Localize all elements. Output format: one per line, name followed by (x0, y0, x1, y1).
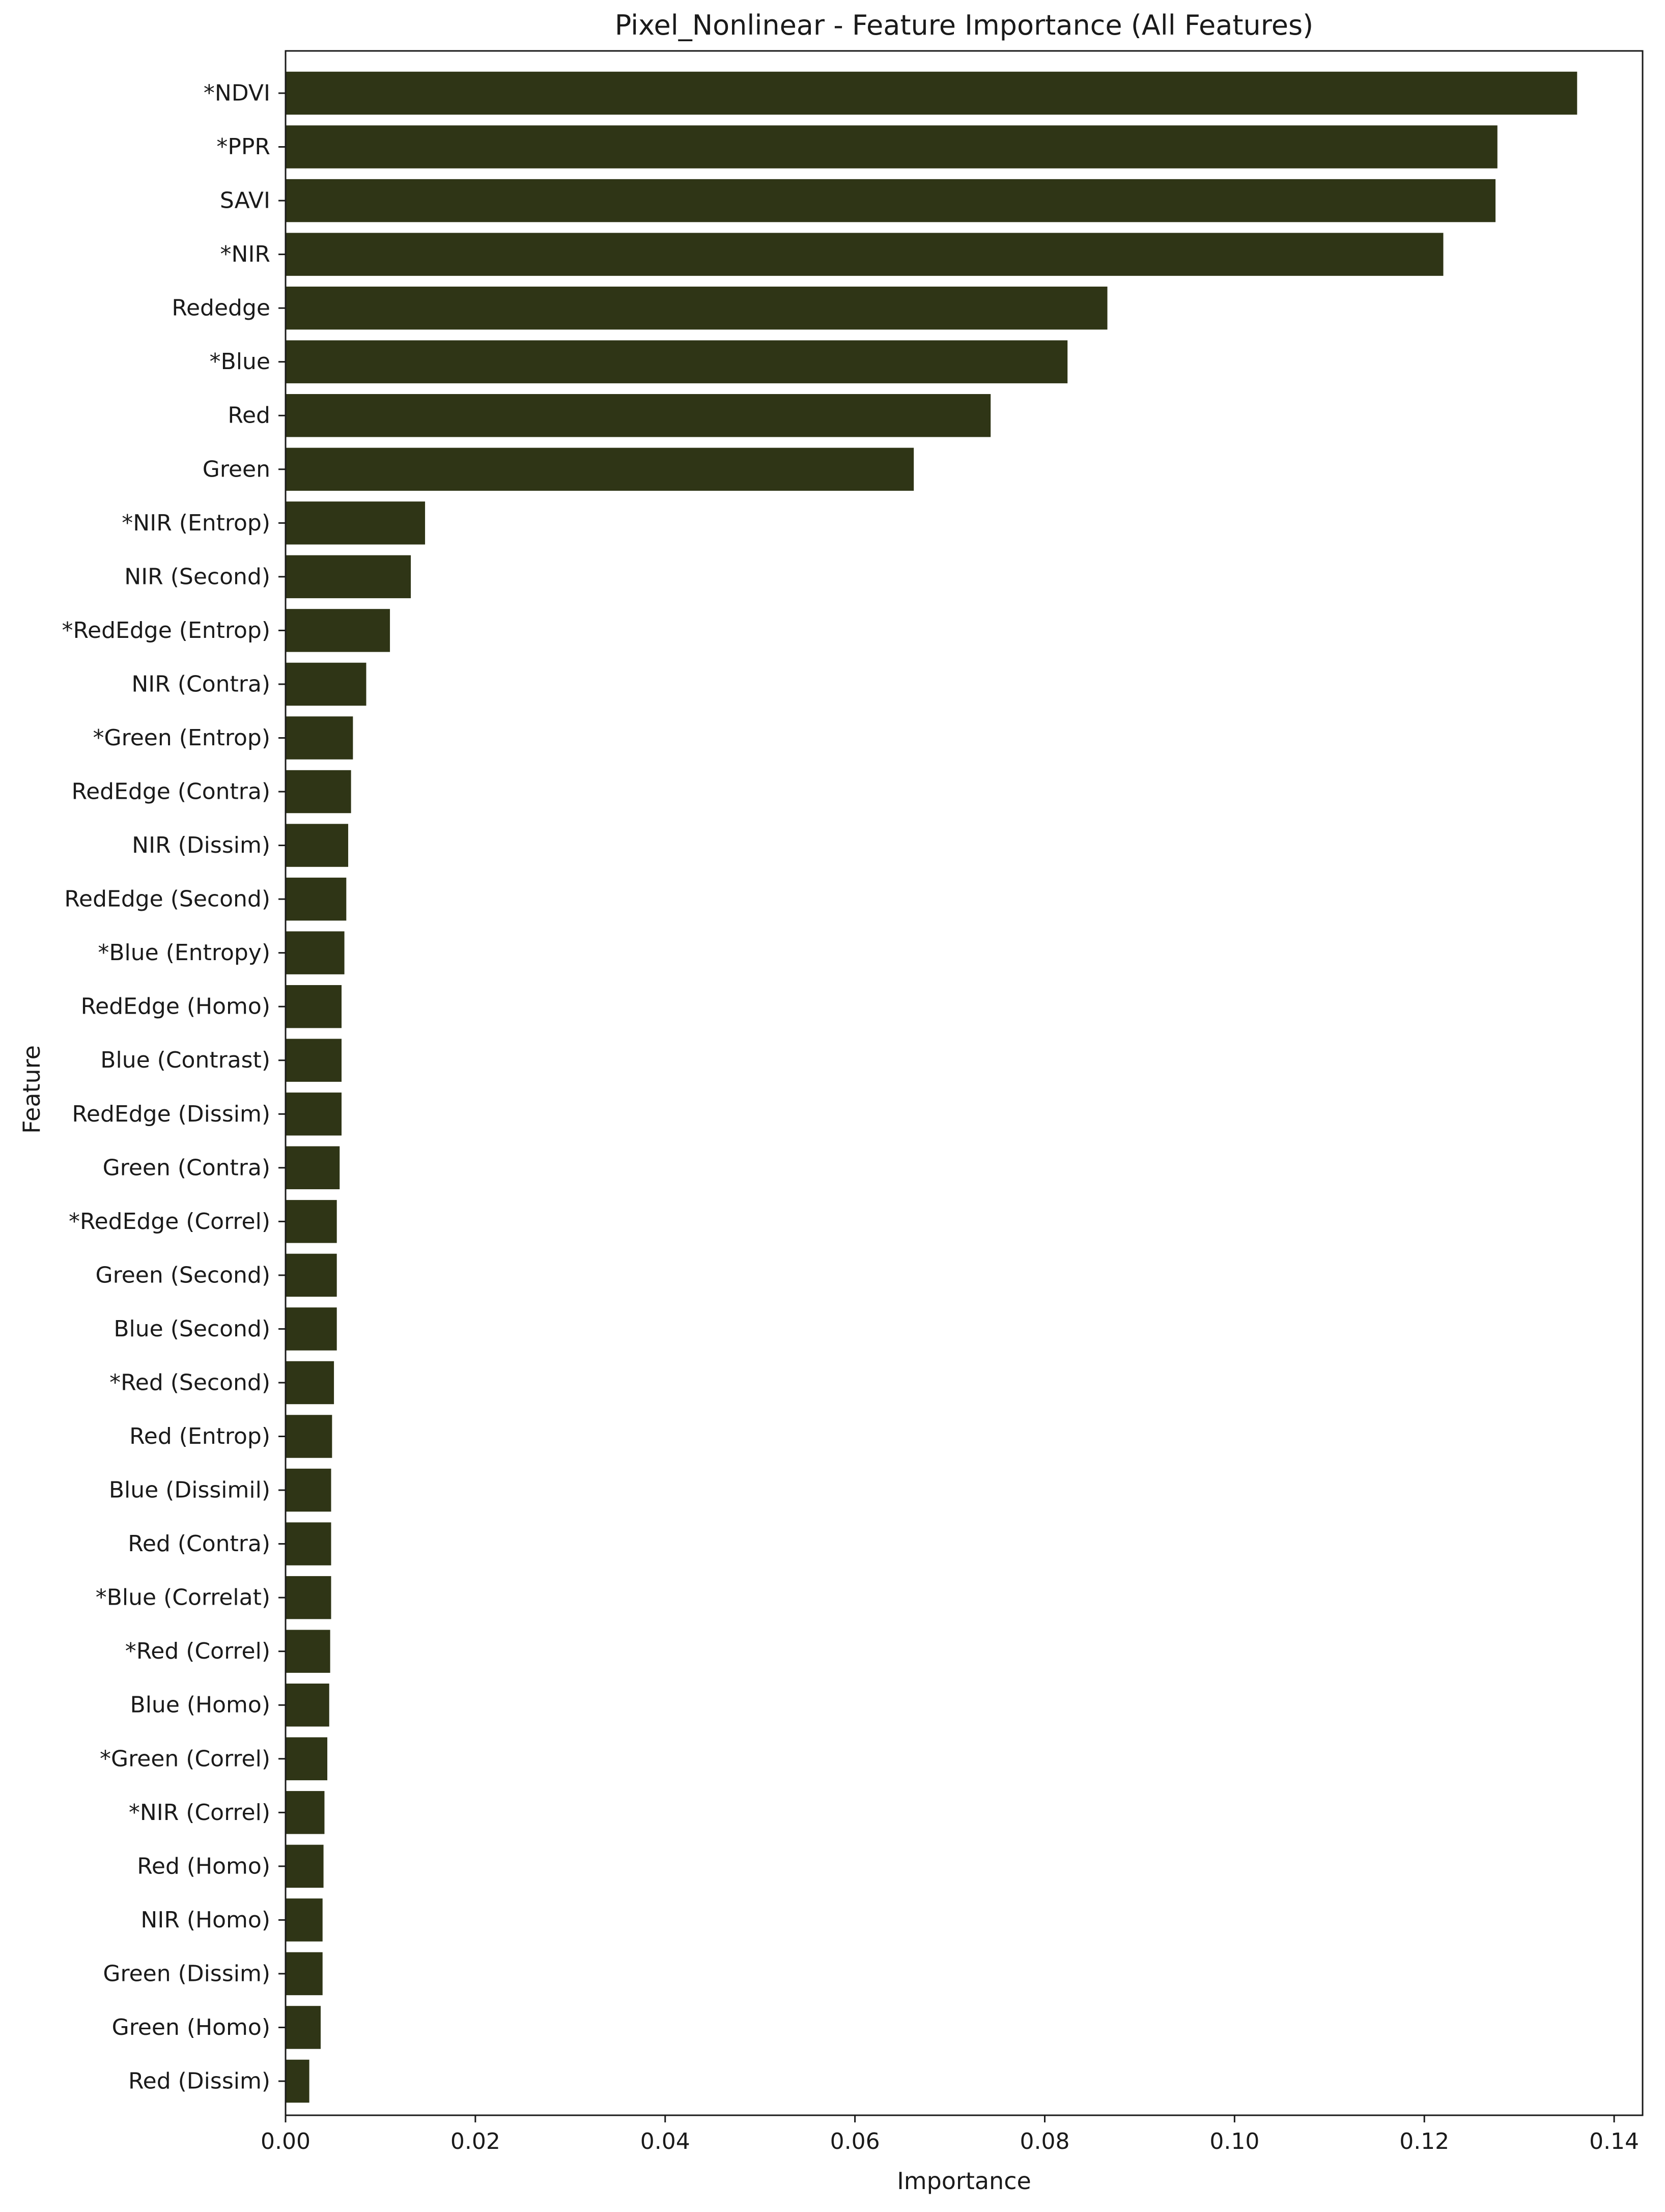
bar (286, 1307, 337, 1350)
y-tick-label: NIR (Second) (124, 564, 270, 590)
x-tick-label: 0.02 (450, 2129, 500, 2154)
bar (286, 1146, 340, 1189)
y-tick-label: Green (Dissim) (103, 1961, 270, 1987)
y-tick-label: Red (Dissim) (128, 2068, 270, 2094)
y-tick-label: NIR (Contra) (131, 671, 270, 697)
y-tick-label: *Green (Entrop) (93, 724, 270, 751)
bar (286, 2060, 309, 2103)
y-tick-label: Green (Second) (95, 1262, 270, 1289)
y-tick-label: *PPR (216, 134, 270, 160)
bar (286, 1093, 342, 1135)
y-tick-label: RedEdge (Second) (64, 886, 270, 912)
bar (286, 824, 348, 866)
y-tick-label: Blue (Second) (114, 1315, 270, 1342)
bar (286, 287, 1108, 329)
y-tick-label: Rededge (172, 295, 270, 321)
bar (286, 1522, 331, 1565)
y-tick-label: NIR (Dissim) (132, 832, 270, 859)
bar (286, 448, 914, 491)
bar (286, 340, 1067, 383)
x-tick-label: 0.04 (640, 2129, 690, 2154)
y-tick-label: Red (Entrop) (129, 1423, 270, 1450)
y-tick-label: Green (Contra) (102, 1155, 270, 1181)
bar (286, 716, 353, 759)
x-tick-label: 0.06 (830, 2129, 880, 2154)
bar (286, 125, 1498, 168)
x-tick-label: 0.10 (1209, 2129, 1260, 2154)
y-tick-label: *Blue (Correlat) (95, 1584, 270, 1611)
bar (286, 1254, 337, 1297)
y-tick-label: *NIR (Entrop) (122, 510, 270, 536)
bar (286, 1361, 334, 1404)
bar (286, 2006, 321, 2049)
bar (286, 1630, 330, 1672)
bar (286, 233, 1443, 275)
y-tick-label: *NDVI (203, 80, 270, 106)
y-tick-label: *Green (Correl) (100, 1746, 270, 1772)
bar (286, 1684, 329, 1726)
y-tick-label: Blue (Contrast) (100, 1047, 270, 1074)
x-tick-label: 0.08 (1020, 2129, 1070, 2154)
y-tick-label: Blue (Dissimil) (108, 1477, 270, 1503)
y-tick-label: *NIR (Correl) (128, 1799, 270, 1826)
y-tick-label: RedEdge (Homo) (80, 993, 270, 1020)
bar (286, 1200, 337, 1243)
y-tick-label: *NIR (220, 241, 270, 268)
y-tick-label: Red (Contra) (128, 1531, 270, 1557)
y-tick-label: *Blue (Entropy) (98, 940, 270, 966)
bar (286, 72, 1577, 115)
bar (286, 985, 342, 1028)
bar (286, 1415, 332, 1458)
y-tick-label: *RedEdge (Correl) (68, 1208, 270, 1235)
x-tick-label: 0.00 (261, 2129, 311, 2154)
y-tick-label: *Blue (209, 349, 270, 375)
bar (286, 931, 345, 974)
bar (286, 770, 351, 813)
y-tick-label: RedEdge (Dissim) (72, 1101, 270, 1127)
y-tick-label: Green (202, 456, 270, 483)
y-tick-label: Blue (Homo) (130, 1692, 270, 1718)
x-axis-label: Importance (897, 2167, 1031, 2195)
x-tick-label: 0.14 (1589, 2129, 1640, 2154)
y-tick-label: Green (Homo) (111, 2014, 270, 2040)
bar (286, 1845, 324, 1888)
y-tick-label: *RedEdge (Entrop) (62, 617, 270, 643)
y-axis-label: Feature (18, 1045, 45, 1134)
y-tick-label: Red (Homo) (137, 1853, 270, 1880)
bar (286, 1039, 342, 1082)
bar (286, 663, 366, 706)
bar (286, 501, 425, 544)
bar (286, 1898, 323, 1941)
y-tick-label: SAVI (219, 187, 270, 214)
bar (286, 1738, 327, 1780)
y-tick-label: *Red (Correl) (125, 1638, 270, 1665)
y-tick-label: Red (228, 402, 270, 429)
bar (286, 1791, 324, 1834)
bar (286, 609, 390, 652)
bar (286, 555, 411, 598)
bar (286, 394, 991, 437)
x-tick-label: 0.12 (1399, 2129, 1450, 2154)
bar (286, 1469, 331, 1511)
y-tick-label: NIR (Homo) (140, 1907, 270, 1933)
y-tick-label: RedEdge (Contra) (71, 778, 270, 805)
y-tick-label: *Red (Second) (109, 1369, 270, 1396)
bar (286, 1576, 331, 1619)
bar (286, 878, 346, 920)
bar (286, 1952, 323, 1995)
bar (286, 179, 1495, 222)
chart-title: Pixel_Nonlinear - Feature Importance (All Features) (614, 9, 1314, 41)
